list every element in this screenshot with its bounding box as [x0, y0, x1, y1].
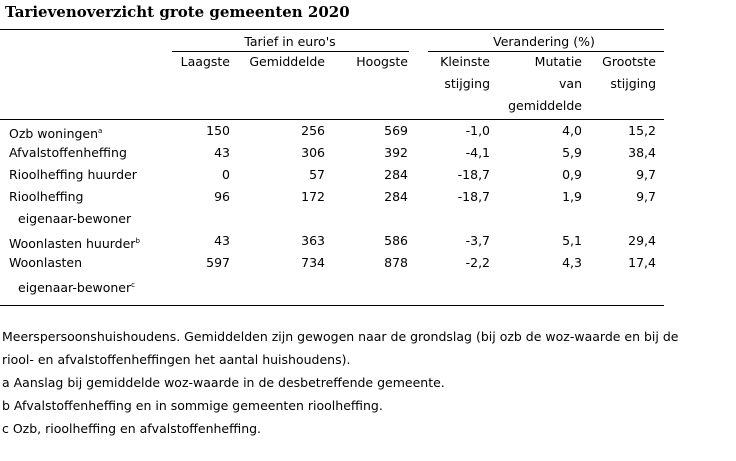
- footnote-line: Meerspersoonshuishoudens. Gemiddelden zijn gewogen naar de grondslag (bij ozb de woz-waarde en bij de: [2, 329, 679, 344]
- table-cell: 306: [301, 145, 325, 160]
- table-cell: 38,4: [628, 145, 656, 160]
- row-label-line: Woonlasten: [9, 255, 83, 270]
- table-cell: 43: [214, 233, 230, 248]
- table-cell: 878: [384, 255, 408, 270]
- row-label-line: Ozb woningen$^a$: [9, 126, 103, 141]
- row-label-line: Afvalstoffenheffing: [9, 145, 127, 160]
- table-cell: 4,3: [562, 255, 582, 270]
- table-cell: 9,7: [636, 189, 656, 204]
- table-cell: 363: [301, 233, 325, 248]
- group-header-tarief: Tarief in euro's: [244, 34, 336, 49]
- table-cell: 150: [206, 123, 230, 138]
- column-header: [140, 51, 230, 73]
- row-label-line: eigenaar-bewoner: [18, 211, 132, 226]
- table-cell: 586: [384, 233, 408, 248]
- row-label: [9, 142, 127, 164]
- table-cell: 256: [301, 123, 325, 138]
- column-header-line: gemiddelde: [508, 98, 582, 113]
- table-cell: 0: [222, 167, 230, 182]
- table-title: Tarievenoverzicht grote gemeenten 2020: [5, 3, 350, 21]
- row-label-line: Rioolheffing huurder: [9, 167, 137, 182]
- column-header: [400, 51, 490, 95]
- table-cell: 284: [384, 189, 408, 204]
- footnote-marker: a: [98, 127, 103, 135]
- column-header: [318, 51, 408, 73]
- column-header-line: Hoogste: [356, 54, 408, 69]
- row-label-line: Rioolheffing: [9, 189, 84, 204]
- column-header-line: stijging: [444, 76, 490, 91]
- table-cell: -18,7: [457, 189, 490, 204]
- column-header-line: stijging: [610, 76, 656, 91]
- footnote-marker: b: [135, 237, 140, 245]
- column-header-line: Mutatie: [534, 54, 582, 69]
- footnote-marker: c: [131, 281, 135, 289]
- column-header-line: Grootste: [602, 54, 656, 69]
- column-header-line: Gemiddelde: [249, 54, 325, 69]
- table-cell: 96: [214, 189, 230, 204]
- column-header: [235, 51, 325, 73]
- top-rule: [0, 29, 664, 30]
- row-label: [9, 252, 135, 299]
- row-label-line: eigenaar-bewoner$^c$: [18, 280, 135, 295]
- table-cell: 569: [384, 123, 408, 138]
- table-cell: -4,1: [465, 145, 490, 160]
- row-label: [9, 164, 137, 186]
- table-cell: -1,0: [465, 123, 490, 138]
- column-header-line: Kleinste: [440, 54, 490, 69]
- row-label-line: Woonlasten huurder$^b$: [9, 236, 140, 251]
- table-cell: 5,9: [562, 145, 582, 160]
- table-cell: 597: [206, 255, 230, 270]
- table-cell: 43: [214, 145, 230, 160]
- group-header-verandering: Verandering (%): [493, 34, 595, 49]
- table-cell: 0,9: [562, 167, 582, 182]
- table-cell: 734: [301, 255, 325, 270]
- footnote-line: riool- en afvalstoffenheffingen het aantal huishoudens).: [2, 352, 351, 367]
- table-cell: 392: [384, 145, 408, 160]
- table-cell: -18,7: [457, 167, 490, 182]
- table-cell: 172: [301, 189, 325, 204]
- column-header-line: van: [559, 76, 582, 91]
- footnote-line: a Aanslag bij gemiddelde woz-waarde in de desbetreffende gemeente.: [2, 375, 445, 390]
- footnote-line: b Afvalstoffenheffing en in sommige gemeenten rioolheffing.: [2, 398, 383, 413]
- table-cell: -2,2: [465, 255, 490, 270]
- table-cell: 15,2: [628, 123, 656, 138]
- column-header-line: Laagste: [180, 54, 230, 69]
- table-cell: 284: [384, 167, 408, 182]
- row-label: [9, 186, 131, 230]
- table-cell: 57: [309, 167, 325, 182]
- bottom-rule: [0, 305, 664, 306]
- column-header: [566, 51, 656, 95]
- table-cell: 9,7: [636, 167, 656, 182]
- table-cell: 29,4: [628, 233, 656, 248]
- table-cell: 5,1: [562, 233, 582, 248]
- table-cell: 1,9: [562, 189, 582, 204]
- table-cell: 17,4: [628, 255, 656, 270]
- table-cell: 4,0: [562, 123, 582, 138]
- footnote-line: c Ozb, rioolheffing en afvalstoffenheffing.: [2, 421, 262, 436]
- table-cell: -3,7: [465, 233, 490, 248]
